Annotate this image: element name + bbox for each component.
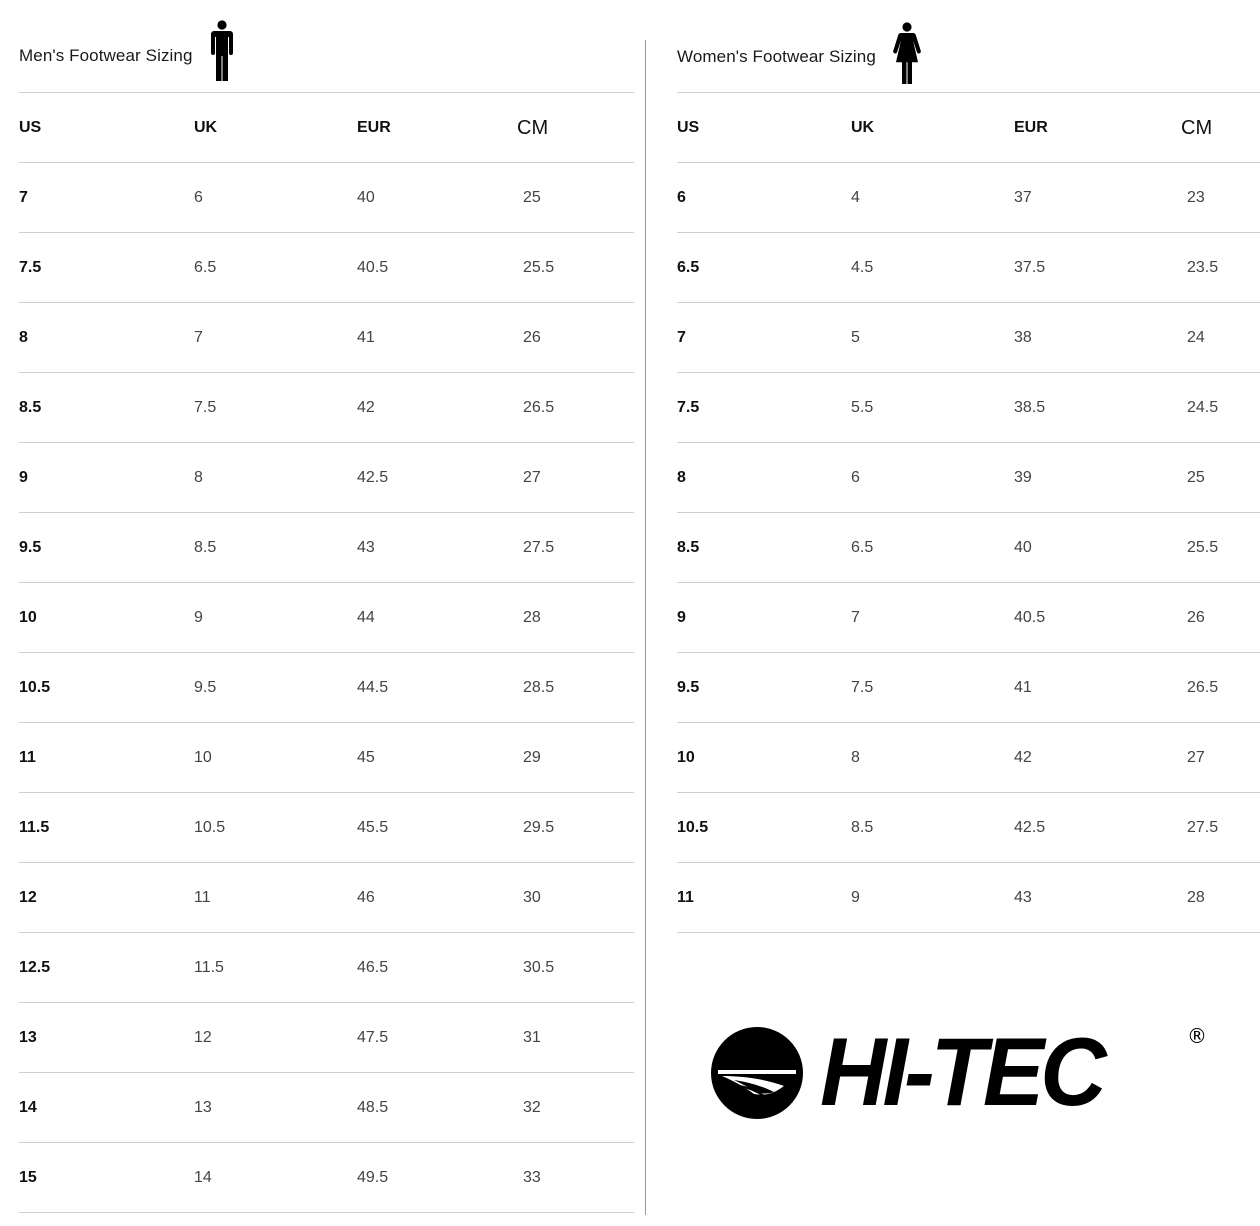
men-cell-cm: 25 [523,189,541,206]
women-cell-cm: 26 [1187,609,1205,626]
men-cell-us: 11.5 [19,819,50,836]
women-cell-cm: 27 [1187,749,1205,766]
table-row [19,723,634,793]
women-cell-cm: 25.5 [1187,539,1219,556]
men-cell-cm: 33 [523,1169,541,1186]
table-row [19,793,634,863]
men-cell-cm: 31 [523,1029,541,1046]
women-cell-uk: 5.5 [851,399,874,416]
women-cell-uk: 4.5 [851,259,874,276]
table-row [677,303,1260,373]
men-cell-us: 9.5 [19,539,42,556]
women-cell-us: 10.5 [677,819,709,836]
men-cell-eur: 41 [357,329,375,346]
men-cell-uk: 7.5 [194,399,217,416]
men-cell-us: 12.5 [19,959,51,976]
women-table-header [677,93,1260,163]
table-row [19,443,634,513]
table-row [19,1003,634,1073]
women-cell-uk: 7.5 [851,679,874,696]
women-header-uk: UK [851,119,875,136]
men-size-table [19,93,634,1213]
men-cell-cm: 32 [523,1099,541,1116]
women-header-eur: EUR [1014,119,1048,136]
men-cell-us: 11 [19,749,36,766]
women-cell-uk: 8 [851,749,860,766]
men-cell-eur: 40 [357,189,375,206]
men-cell-eur: 40.5 [357,259,389,276]
woman-icon [892,22,922,89]
men-cell-uk: 9 [194,609,203,626]
men-cell-us: 7 [19,189,28,206]
men-cell-uk: 13 [194,1099,212,1116]
men-cell-eur: 42.5 [357,469,389,486]
women-cell-eur: 38.5 [1014,399,1046,416]
women-cell-cm: 23 [1187,189,1205,206]
women-cell-cm: 23.5 [1187,259,1219,276]
men-cell-uk: 7 [194,329,203,346]
registered-mark: ® [1187,1024,1207,1048]
women-cell-us: 8 [677,469,686,486]
hi-tec-emblem-icon [710,1026,804,1120]
men-cell-uk: 11.5 [194,959,224,976]
women-header-cm: CM [1181,117,1213,139]
men-cell-eur: 44.5 [357,679,389,696]
hi-tec-logo [710,1019,1210,1127]
men-header-eur: EUR [357,119,391,136]
men-cell-cm: 29 [523,749,541,766]
women-cell-cm: 25 [1187,469,1205,486]
women-cell-eur: 38 [1014,329,1032,346]
table-row [677,863,1260,933]
table-row [19,513,634,583]
men-cell-us: 9 [19,469,28,486]
men-header-cm: CM [517,117,549,139]
women-cell-us: 9.5 [677,679,700,696]
men-cell-uk: 11 [194,889,211,906]
men-cell-us: 15 [19,1169,37,1186]
women-cell-uk: 7 [851,609,860,626]
men-cell-cm: 25.5 [523,259,555,276]
women-panel-header [677,0,1260,93]
men-cell-uk: 10.5 [194,819,226,836]
men-cell-eur: 44 [357,609,375,626]
men-title: Men's Footwear Sizing [19,46,193,65]
table-row [19,373,634,443]
women-cell-us: 7.5 [677,399,700,416]
men-cell-eur: 45.5 [357,819,389,836]
table-row [677,513,1260,583]
table-row [677,653,1260,723]
women-cell-uk: 9 [851,889,860,906]
women-cell-uk: 5 [851,329,860,346]
men-cell-uk: 14 [194,1169,212,1186]
men-sizing-panel [19,0,634,1213]
women-cell-cm: 27.5 [1187,819,1219,836]
men-header-us: US [19,119,42,136]
women-cell-eur: 37 [1014,189,1032,206]
table-row [19,163,634,233]
men-cell-uk: 9.5 [194,679,217,696]
men-cell-cm: 26.5 [523,399,555,416]
men-cell-us: 10.5 [19,679,51,696]
men-cell-cm: 28.5 [523,679,555,696]
women-cell-eur: 43 [1014,889,1032,906]
women-cell-cm: 26.5 [1187,679,1219,696]
women-cell-us: 6 [677,189,686,206]
men-header-uk: UK [194,119,218,136]
men-cell-uk: 6 [194,189,203,206]
men-cell-cm: 29.5 [523,819,555,836]
table-row [677,373,1260,443]
men-cell-uk: 6.5 [194,259,217,276]
men-cell-cm: 30.5 [523,959,555,976]
table-row [677,443,1260,513]
men-cell-eur: 47.5 [357,1029,389,1046]
table-row [19,1073,634,1143]
men-cell-us: 7.5 [19,259,42,276]
men-cell-uk: 8.5 [194,539,217,556]
table-row [19,303,634,373]
table-row [677,723,1260,793]
men-cell-us: 13 [19,1029,37,1046]
women-cell-us: 8.5 [677,539,700,556]
women-cell-eur: 41 [1014,679,1032,696]
women-size-table [677,93,1260,933]
women-cell-eur: 40.5 [1014,609,1046,626]
men-table-header [19,93,634,163]
women-title: Women's Footwear Sizing [677,47,876,66]
table-row [677,583,1260,653]
man-icon [210,20,234,87]
men-cell-cm: 30 [523,889,541,906]
men-cell-us: 14 [19,1099,37,1116]
men-cell-us: 10 [19,609,37,626]
women-cell-us: 6.5 [677,259,700,276]
men-cell-eur: 45 [357,749,375,766]
women-cell-cm: 24 [1187,329,1205,346]
men-cell-uk: 10 [194,749,212,766]
men-panel-header [19,0,634,93]
men-cell-uk: 8 [194,469,203,486]
men-cell-uk: 12 [194,1029,212,1046]
women-cell-us: 9 [677,609,686,626]
women-cell-eur: 42.5 [1014,819,1046,836]
women-cell-eur: 37.5 [1014,259,1046,276]
men-cell-us: 12 [19,889,37,906]
women-cell-eur: 40 [1014,539,1032,556]
women-cell-cm: 28 [1187,889,1205,906]
men-cell-cm: 26 [523,329,541,346]
men-cell-eur: 48.5 [357,1099,389,1116]
table-row [19,583,634,653]
brand-wordmark: HI-TEC [820,1019,1103,1127]
women-cell-eur: 42 [1014,749,1032,766]
women-cell-us: 10 [677,749,695,766]
women-cell-us: 11 [677,889,694,906]
table-row [19,233,634,303]
women-cell-uk: 6 [851,469,860,486]
table-row [19,863,634,933]
table-row [677,233,1260,303]
women-cell-us: 7 [677,329,686,346]
men-cell-eur: 46.5 [357,959,389,976]
men-cell-eur: 42 [357,399,375,416]
women-header-us: US [677,119,700,136]
table-row [677,793,1260,863]
men-cell-cm: 27.5 [523,539,555,556]
table-row [677,163,1260,233]
men-cell-us: 8.5 [19,399,42,416]
table-row [19,653,634,723]
women-cell-eur: 39 [1014,469,1032,486]
table-row [19,1143,634,1213]
men-cell-us: 8 [19,329,28,346]
men-cell-cm: 27 [523,469,541,486]
men-cell-eur: 46 [357,889,375,906]
women-cell-uk: 4 [851,189,860,206]
women-cell-cm: 24.5 [1187,399,1219,416]
women-cell-uk: 8.5 [851,819,874,836]
men-cell-eur: 43 [357,539,375,556]
men-cell-cm: 28 [523,609,541,626]
women-sizing-panel [677,0,1260,933]
women-cell-uk: 6.5 [851,539,874,556]
men-cell-eur: 49.5 [357,1169,389,1186]
table-row [19,933,634,1003]
column-divider [645,40,646,1215]
